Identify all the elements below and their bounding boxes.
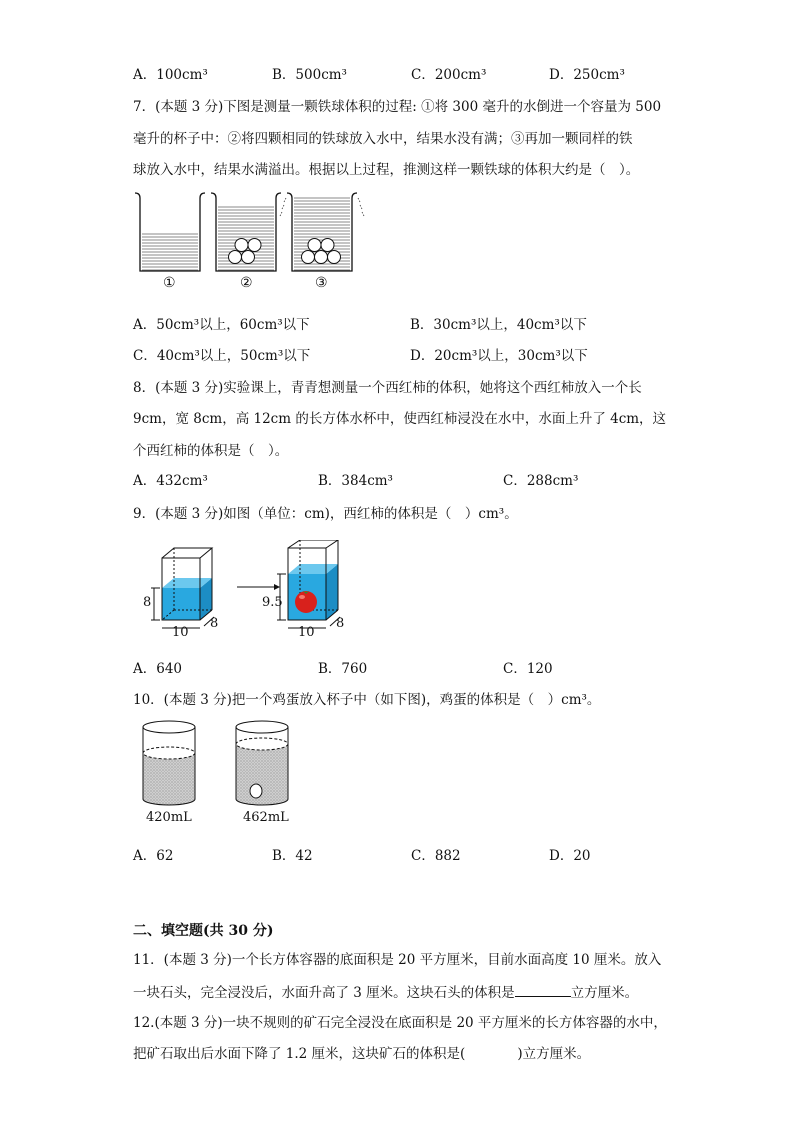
egg-icon bbox=[250, 784, 262, 798]
q6-option-c: C．200cm³ bbox=[411, 67, 487, 83]
q10-option-a: A．62 bbox=[133, 848, 174, 864]
q9-text: 9．(本题 3 分)如图（单位：cm)，西红柿的体积是（ ）cm³。 bbox=[133, 506, 518, 522]
q9-before-width: 10 bbox=[172, 625, 189, 640]
q7-option-c: C．40cm³以上，50cm³以下 bbox=[133, 348, 311, 364]
q7-text-line-1: 7．(本题 3 分)下图是测量一颗铁球体积的过程: ①将 300 毫升的水倒进一个容量为 500 bbox=[133, 99, 662, 115]
q9-option-b: B．760 bbox=[318, 661, 368, 677]
q6-option-b: B．500cm³ bbox=[272, 67, 347, 83]
beaker-label-1: ① bbox=[163, 275, 176, 291]
cup-before bbox=[143, 721, 195, 805]
q12-text-pre: 把矿石取出后水面下降了 1.2 厘米，这块矿石的体积是( bbox=[133, 1046, 466, 1062]
q7-option-a: A．50cm³以上，60cm³以下 bbox=[133, 317, 310, 333]
q11-text-line-2 bbox=[133, 982, 638, 1003]
q8-text-line-3: 个西红柿的体积是（ ）。 bbox=[133, 443, 289, 459]
beaker-1 bbox=[135, 193, 205, 271]
q6-option-d: D．250cm³ bbox=[549, 67, 625, 83]
q10-option-b: B．42 bbox=[272, 848, 313, 864]
q9-option-c: C．120 bbox=[503, 661, 553, 677]
cup-caption-1: 420mL bbox=[146, 810, 192, 825]
q9-before-height: 8 bbox=[143, 595, 152, 610]
q12-text-line-1: 12.(本题 3 分)一块不规则的矿石完全浸没在底面积是 20 平方厘米的长方体容器的水中， bbox=[133, 1015, 667, 1031]
q9-after-depth: 8 bbox=[336, 616, 345, 631]
q11-text-pre: 一块石头，完全浸没后，水面升高了 3 厘米。这块石头的体积是 bbox=[133, 985, 515, 1001]
cup-caption-2: 462mL bbox=[243, 810, 289, 825]
beaker-label-2: ② bbox=[240, 275, 253, 291]
q11-answer-blank[interactable] bbox=[515, 982, 571, 997]
beaker-3 bbox=[280, 193, 364, 271]
q8-option-c: C．288cm³ bbox=[503, 473, 579, 489]
q9-box-before bbox=[151, 548, 214, 628]
q7-text-line-2: 毫升的杯子中：②将四颗相同的铁球放入水中，结果水没有满；③再加一颗同样的铁 bbox=[133, 131, 633, 147]
q8-text-line-2: 9cm，宽 8cm，高 12cm 的长方体水杯中，使西红柿浸没在水中，水面上升了 4cm，这 bbox=[133, 411, 667, 427]
q6-option-a: A．100cm³ bbox=[133, 67, 208, 83]
q9-before-depth: 8 bbox=[210, 616, 219, 631]
q7-option-b: B．30cm³以上，40cm³以下 bbox=[410, 317, 587, 333]
q9-after-height: 9.5 bbox=[262, 595, 283, 610]
q9-after-width: 10 bbox=[298, 625, 315, 640]
q10-text: 10．(本题 3 分)把一个鸡蛋放入杯子中（如下图)，鸡蛋的体积是（ ）cm³。 bbox=[133, 692, 601, 708]
q10-option-d: D．20 bbox=[549, 848, 591, 864]
q8-option-b: B．384cm³ bbox=[318, 473, 393, 489]
q7-text-line-3: 球放入水中，结果水满溢出。根据以上过程，推测这样一颗铁球的体积大约是（ ）。 bbox=[133, 162, 640, 178]
q10-option-c: C．882 bbox=[411, 848, 461, 864]
q7-option-d: D．20cm³以上，30cm³以下 bbox=[410, 348, 588, 364]
beaker-label-3: ③ bbox=[315, 275, 328, 291]
q10-cup-figure bbox=[138, 715, 298, 810]
q8-option-a: A．432cm³ bbox=[133, 473, 208, 489]
beaker-2 bbox=[211, 193, 281, 271]
tomato-icon bbox=[295, 591, 317, 613]
section-2-title: 二、填空题(共 30 分) bbox=[133, 923, 274, 939]
q12-text-post: )立方厘米。 bbox=[517, 1046, 591, 1062]
cup-after bbox=[236, 721, 288, 805]
q11-text-line-1: 11．(本题 3 分)一个长方体容器的底面积是 20 平方厘米，目前水面高度 10 厘米。放入 bbox=[133, 952, 662, 968]
q8-text-line-1: 8．(本题 3 分)实验课上，青青想测量一个西红柿的体积，她将这个西红柿放入一个长 bbox=[133, 380, 642, 396]
q9-box-after bbox=[277, 540, 340, 628]
q11-text-post: 立方厘米。 bbox=[570, 985, 639, 1001]
q9-option-a: A．640 bbox=[133, 661, 183, 677]
q12-text-line-2 bbox=[133, 1044, 590, 1064]
